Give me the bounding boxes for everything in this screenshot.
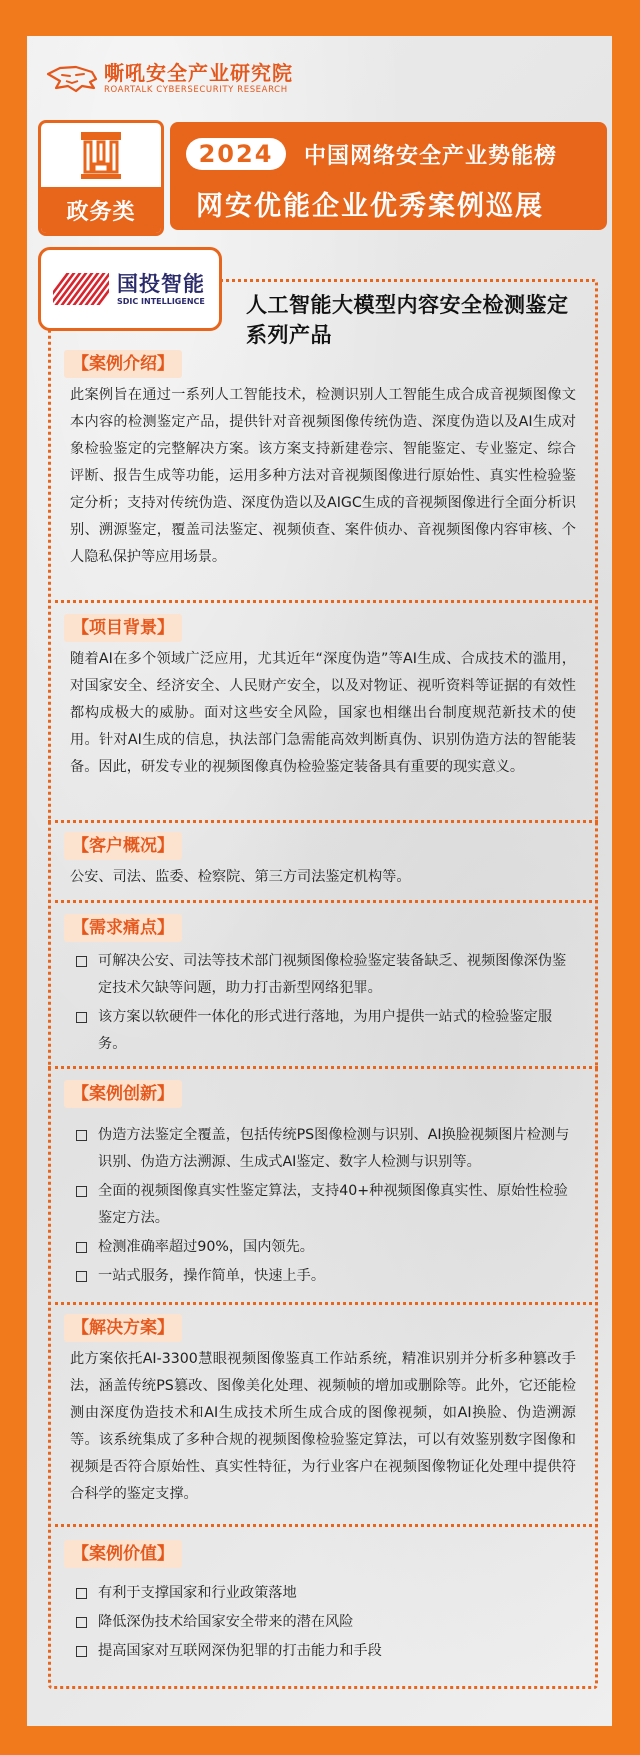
checkbox-square-icon xyxy=(76,1271,87,1282)
checkbox-square-icon xyxy=(76,1130,87,1141)
list-item: 降低深伪技术给国家安全带来的潜在风险 xyxy=(76,1609,576,1636)
section-background xyxy=(48,614,598,781)
section-body: 此方案依托AI-3300慧眼视频图像鉴真工作站系统，精准识别并分析多种篡改手法，涵盖传统PS篡改、图像美化处理、视频帧的增加或删除等。此外，它还能检测由深度伪造技术和AI生成技术所生成合成的图像视频，如AI换脸、伪造溯源等。该系统集成了多种合规的视频图像检验鉴定算法，可以有效鉴别数字图像和视频是否符合原始性、真实性特征，为行业客户在视频图像物证化处理中提供符合科学的鉴定支撑。 xyxy=(70,1351,576,1502)
section-divider xyxy=(48,600,598,603)
checkbox-square-icon xyxy=(76,1242,87,1253)
category-badge xyxy=(38,120,164,236)
company-name-en: SDIC INTELLIGENCE xyxy=(117,296,205,306)
checkbox-square-icon xyxy=(76,1617,87,1628)
checkbox-square-icon xyxy=(76,1186,87,1197)
section-divider xyxy=(48,820,598,823)
product-title: 人工智能大模型内容安全检测鉴定系列产品 xyxy=(246,293,569,347)
section-divider xyxy=(48,1066,598,1069)
government-building-icon xyxy=(79,130,123,180)
section-heading: 【项目背景】 xyxy=(64,614,182,642)
company-logo-card xyxy=(38,247,222,331)
banner-line-2: 网安优能企业优秀案例巡展 xyxy=(196,191,544,222)
section-innovation xyxy=(48,1080,598,1292)
section-heading: 【案例介绍】 xyxy=(64,350,182,378)
section-heading: 【客户概况】 xyxy=(64,832,182,860)
list-item: 伪造方法鉴定全覆盖，包括传统PS图像检测与识别、AI换脸视频图片检测与识别、伪造方法溯源、生成式AI鉴定、数字人检测与识别等。 xyxy=(76,1122,576,1176)
list-item: 检测准确率超过90%，国内领先。 xyxy=(76,1234,576,1261)
tiger-head-icon xyxy=(46,64,98,94)
section-customers xyxy=(48,832,598,891)
category-label: 政务类 xyxy=(41,187,161,233)
bullet-list xyxy=(76,1122,576,1290)
list-item: 该方案以软硬件一体化的形式进行落地，为用户提供一站式的检验鉴定服务。 xyxy=(76,1004,576,1058)
sdic-stripes-icon xyxy=(51,269,111,309)
checkbox-square-icon xyxy=(76,956,87,967)
list-item: 一站式服务，操作简单，快速上手。 xyxy=(76,1263,576,1290)
section-body: 此案例旨在通过一系列人工智能技术，检测识别人工智能生成合成音视频图像文本内容的检测鉴定产品，提供针对音视频图像传统伪造、深度伪造以及AI生成对象检验鉴定的完整解决方案。该方案支持新建卷宗、智能鉴定、专业鉴定、综合评断、报告生成等功能，运用多种方法对音视频图像进行原始性、真实性检验鉴定分析；支持对传统伪造、深度伪造以及AIGC生成的音视频图像进行全面分析识别、溯源鉴定，覆盖司法鉴定、视频侦查、案件侦办、音视频图像内容审核、个人隐私保护等应用场景。 xyxy=(70,387,576,565)
section-heading: 【案例价值】 xyxy=(64,1540,182,1568)
section-case-intro xyxy=(48,350,598,571)
checkbox-square-icon xyxy=(76,1646,87,1657)
section-solution xyxy=(48,1314,598,1508)
brand-name-cn: 嘶吼安全产业研究院 xyxy=(104,61,293,85)
section-pain-points xyxy=(48,914,598,1060)
checkbox-square-icon xyxy=(76,1012,87,1023)
section-heading: 【需求痛点】 xyxy=(64,914,182,942)
section-heading: 【解决方案】 xyxy=(64,1314,182,1342)
year-pill: 2024 xyxy=(186,138,286,170)
banner-line-1: 中国网络安全产业势能榜 xyxy=(304,143,558,169)
bullet-list xyxy=(76,948,576,1058)
bullet-list xyxy=(76,1580,576,1665)
list-item: 全面的视频图像真实性鉴定算法，支持40+种视频图像真实性、原始性检验鉴定方法。 xyxy=(76,1178,576,1232)
section-body: 公安、司法、监委、检察院、第三方司法鉴定机构等。 xyxy=(70,869,411,885)
title-banner xyxy=(170,122,607,230)
list-item: 有利于支撑国家和行业政策落地 xyxy=(76,1580,576,1607)
section-body: 随着AI在多个领域广泛应用，尤其近年“深度伪造”等AI生成、合成技术的滥用，对国家安全、经济安全、人民财产安全，以及对物证、视听资料等证据的有效性都构成极大的威胁。面对这些安全风险，国家也相继出台制度规范新技术的使用。针对AI生成的信息，执法部门急需能高效判断真伪、识别伪造方法的智能装备。因此，研发专业的视频图像真伪检验鉴定装备具有重要的现实意义。 xyxy=(70,651,576,775)
section-divider xyxy=(48,1302,598,1305)
section-divider xyxy=(48,900,598,903)
checkbox-square-icon xyxy=(76,1588,87,1599)
company-name-cn: 国投智能 xyxy=(117,271,205,296)
brand-name-en: ROARTALK CYBERSECURITY RESEARCH xyxy=(104,85,288,95)
list-item: 提高国家对互联网深伪犯罪的打击能力和手段 xyxy=(76,1638,576,1665)
section-divider xyxy=(48,1524,598,1527)
brand-header xyxy=(46,62,293,96)
section-value xyxy=(48,1540,598,1667)
section-heading: 【案例创新】 xyxy=(64,1080,182,1108)
list-item: 可解决公安、司法等技术部门视频图像检验鉴定装备缺乏、视频图像深伪鉴定技术欠缺等问题，助力打击新型网络犯罪。 xyxy=(76,948,576,1002)
